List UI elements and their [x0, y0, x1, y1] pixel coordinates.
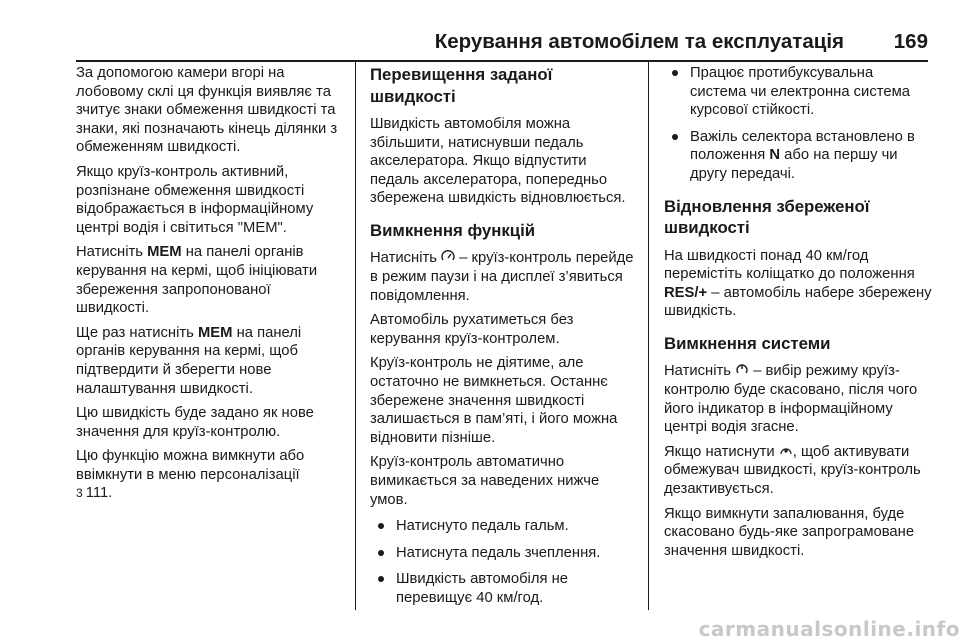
bullet-icon [378, 576, 384, 582]
column-divider [355, 62, 356, 610]
mem-button-label: MEM [147, 244, 182, 261]
section-heading: Відновлення збереженої швидкості [664, 196, 870, 238]
watermark: carmanualsonline.info [698, 617, 960, 641]
column-divider [648, 62, 649, 610]
paragraph: Швидкість автомобіля можна збільшити, натиснувши педаль акселератора. Якщо відпустити педаль акселератора, попередньо збережена швидкість відновлюється. [370, 116, 626, 207]
paragraph: Круїз-контроль автоматично вимикається за наведених нижче умов. [370, 454, 600, 508]
page-number: 169 [893, 30, 928, 53]
paragraph: Ще раз натисніть MEM на панелі органів керування на кермі, щоб підтвердити й зберегти нове налаштування швидкості. [76, 324, 302, 397]
list-item: Натиснуто педаль гальм. [370, 517, 636, 536]
res-plus-label: RES/+ [664, 284, 708, 301]
paragraph: Автомобіль рухатиметься без керування круїз-контролем. [370, 312, 574, 347]
paragraph: Якщо вимкнути запалювання, буде скасовано будь-яке запрограмоване значення швидкості. [664, 505, 915, 559]
paragraph: Круїз-контроль не діятиме, але остаточно не вимкнеться. Останнє збережене значення швидкості залишається в пам’яті, і його можна відновити пізніше. [370, 355, 618, 446]
cruise-control-icon [441, 250, 455, 264]
paragraph: Натисніть MEM на панелі органів керування на кермі, щоб ініціювати збереження запропонованої швидкості. [76, 244, 318, 317]
list-item: Натиснута педаль зчеплення. [370, 544, 636, 563]
bullet-list [664, 64, 932, 184]
paragraph: Натисніть – круїз-контроль перейде в режим паузи і на дисплеї з’явиться повідомлення. [370, 250, 634, 304]
paragraph: Якщо круїз-контроль активний, розпізнане обмеження швидкості відображається в інформаційному центрі водія і світиться "MEM". [76, 163, 314, 236]
list-item: Важіль селектора встановлено в положення N або на першу чи другу передачі. [664, 128, 932, 184]
speed-limiter-icon [735, 363, 749, 377]
bullet-icon [378, 550, 384, 556]
page-header [76, 26, 928, 62]
column-left [76, 64, 342, 509]
column-middle [370, 64, 636, 616]
bullet-icon [672, 134, 678, 140]
page-reference-link[interactable]: 111. [85, 485, 113, 502]
mem-button-label: MEM [197, 324, 233, 341]
paragraph: Цю швидкість буде задано як нове значення для круїз-контролю. [76, 405, 314, 440]
paragraph: За допомогою камери вгорі на лобовому склі ця функція виявляє та зчитує знаки обмеження швидкості та знаки, які позначають кінець ділянки з обмеженням швидкості. [76, 65, 338, 156]
column-right [664, 64, 932, 566]
list-item: Швидкість автомобіля не перевищує 40 км/год. [370, 570, 636, 607]
paragraph: Цю функцію можна вимкнути або ввімкнути в меню персоналізації 3 111. [76, 448, 305, 502]
paragraph: Натисніть – вибір режиму круїз-контролю буде скасовано, після чого його індикатор в інформаційному центрі водія згасне. [664, 363, 918, 436]
bullet-list [370, 517, 636, 607]
section-heading: Вимкнення системи [664, 333, 831, 353]
section-heading: Перевищення заданої швидкості [370, 65, 553, 106]
gear-n-label: N [769, 147, 781, 164]
list-item: Працює протибуксувальна система чи електронна система курсової стійкості. [664, 64, 932, 120]
bullet-icon [672, 70, 678, 76]
page-title: Керування автомобілем та експлуатація [434, 30, 844, 53]
limiter-switch-icon [779, 444, 793, 458]
header-rule [76, 60, 928, 62]
paragraph: На швидкості понад 40 км/год перемістіть коліщатко до положення RES/+ – автомобіль набере збережену швидкість. [664, 247, 932, 320]
page-reference-icon: 3 [76, 486, 83, 501]
bullet-icon [378, 523, 384, 529]
paragraph: Якщо натиснути , щоб активувати обмежувач швидкості, круїз-контроль дезактивується. [664, 443, 921, 497]
section-heading: Вимкнення функцій [370, 220, 536, 240]
